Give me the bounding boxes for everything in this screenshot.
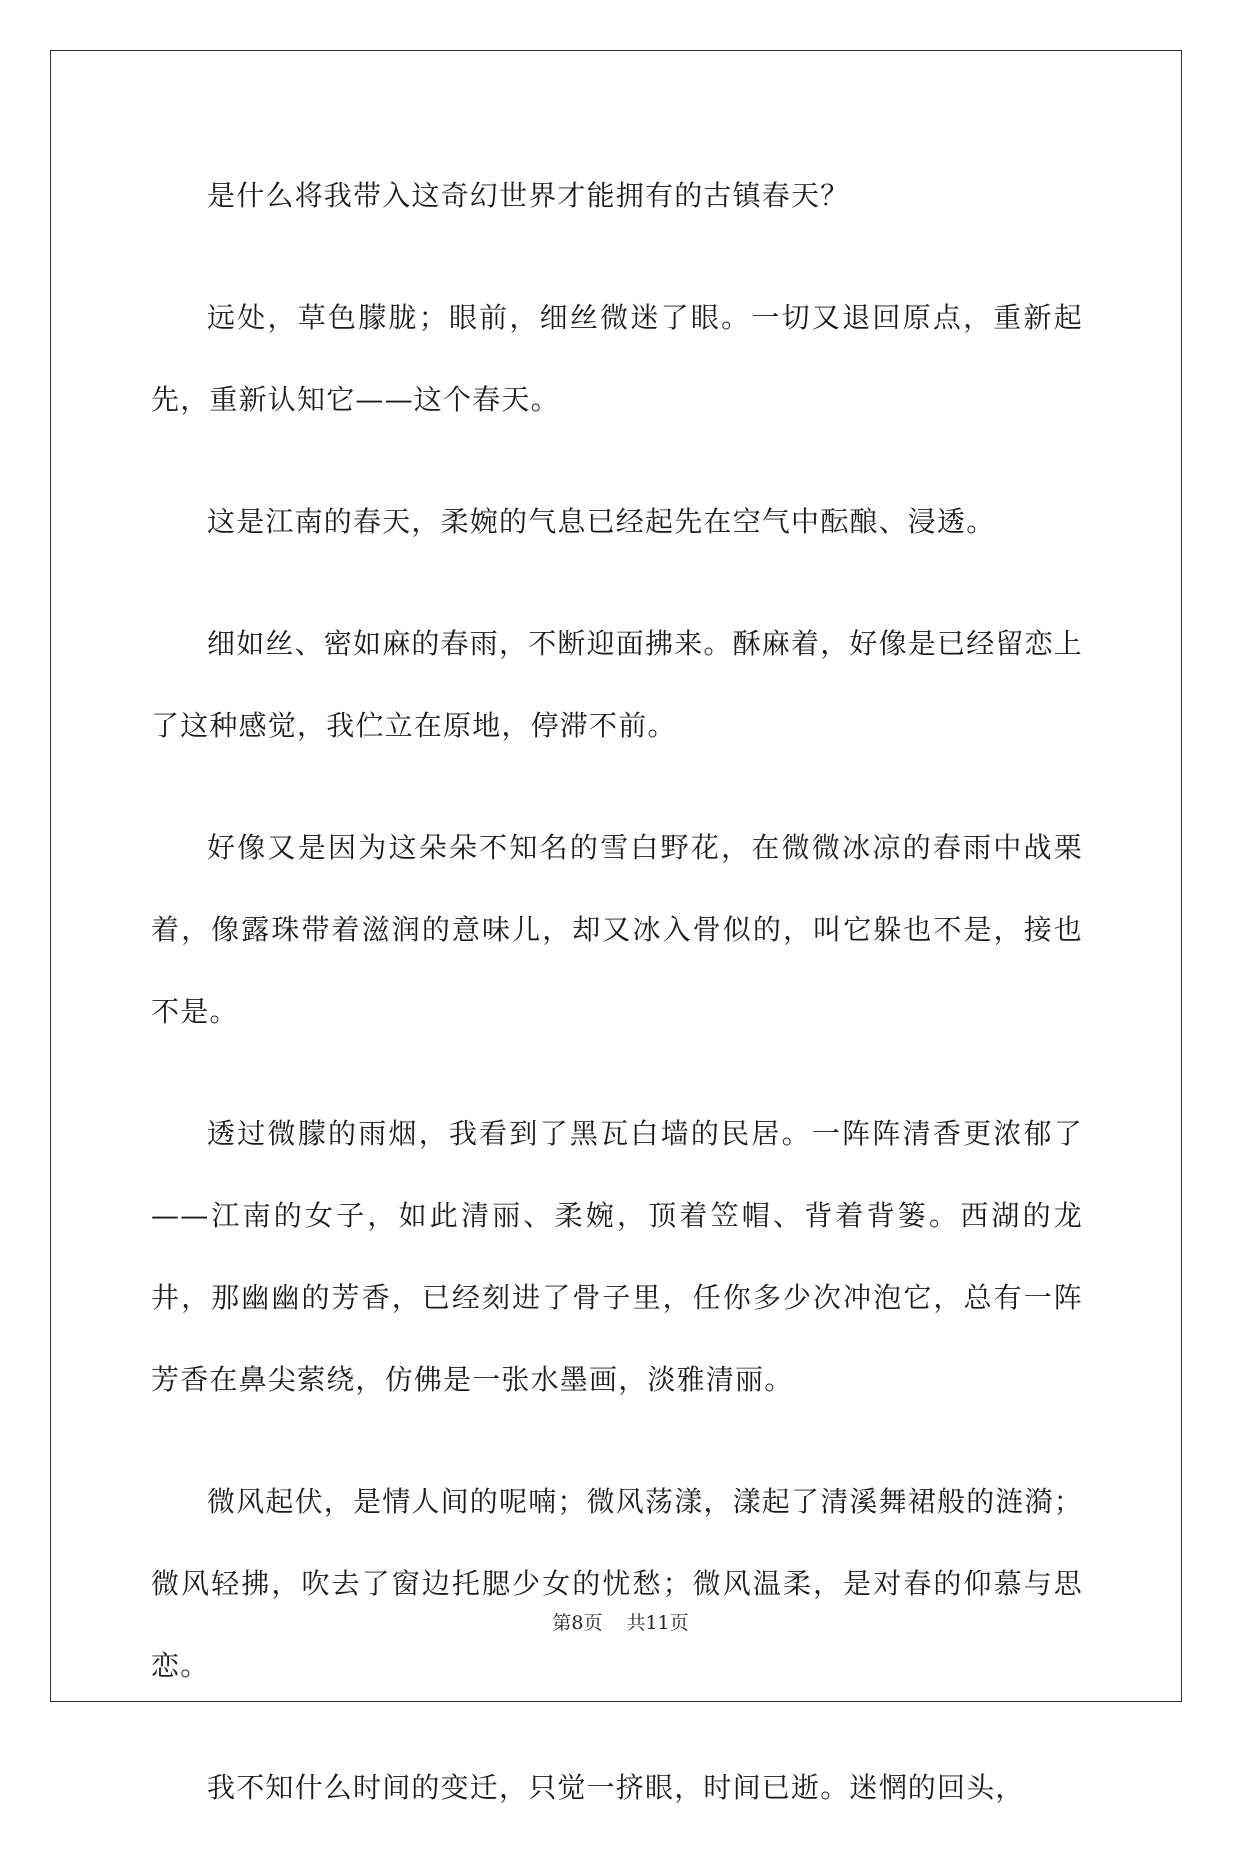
page-number: 第8页 (552, 1612, 603, 1634)
paragraph: 细如丝、密如麻的春雨，不断迎面拂来。酥麻着，好像是已经留恋上了这种感觉，我伫立在原地，停滞不前。 (151, 627, 1084, 742)
paragraph: 我不知什么时间的变迁，只觉一挤眼，时间已逝。迷惘的回头， (207, 1771, 1025, 1804)
paragraph: 微风起伏，是情人间的呢喃；微风荡漾，漾起了清溪舞裙般的涟漪；微风轻拂，吹去了窗边托腮少女的忧愁；微风温柔，是对春的仰慕与思恋。 (151, 1485, 1084, 1682)
paragraph: 这是江南的春天，柔婉的气息已经起先在空气中酝酿、浸透。 (207, 505, 996, 538)
paragraph: 远处，草色朦胧；眼前，细丝微迷了眼。一切又退回原点，重新起先，重新认知它——这个春天。 (151, 301, 1083, 416)
page-footer (0, 1608, 1241, 1635)
paragraph: 透过微朦的雨烟，我看到了黑瓦白墙的民居。一阵阵清香更浓郁了——江南的女子，如此清丽、柔婉，顶着笠帽、背着背篓。西湖的龙井，那幽幽的芳香，已经刻进了骨子里，任你多少次冲泡它，总有一阵芳香在鼻尖萦绕，仿佛是一张水墨画，淡雅清丽。 (151, 1117, 1083, 1396)
paragraph: 好像又是因为这朵朵不知名的雪白野花，在微微冰凉的春雨中战栗着，像露珠带着滋润的意味儿，却又冰入骨似的，叫它躲也不是，接也不是。 (151, 831, 1083, 1028)
page-total: 共11页 (626, 1612, 689, 1634)
paragraph: 是什么将我带入这奇幻世界才能拥有的古镇春天？ (207, 179, 850, 212)
